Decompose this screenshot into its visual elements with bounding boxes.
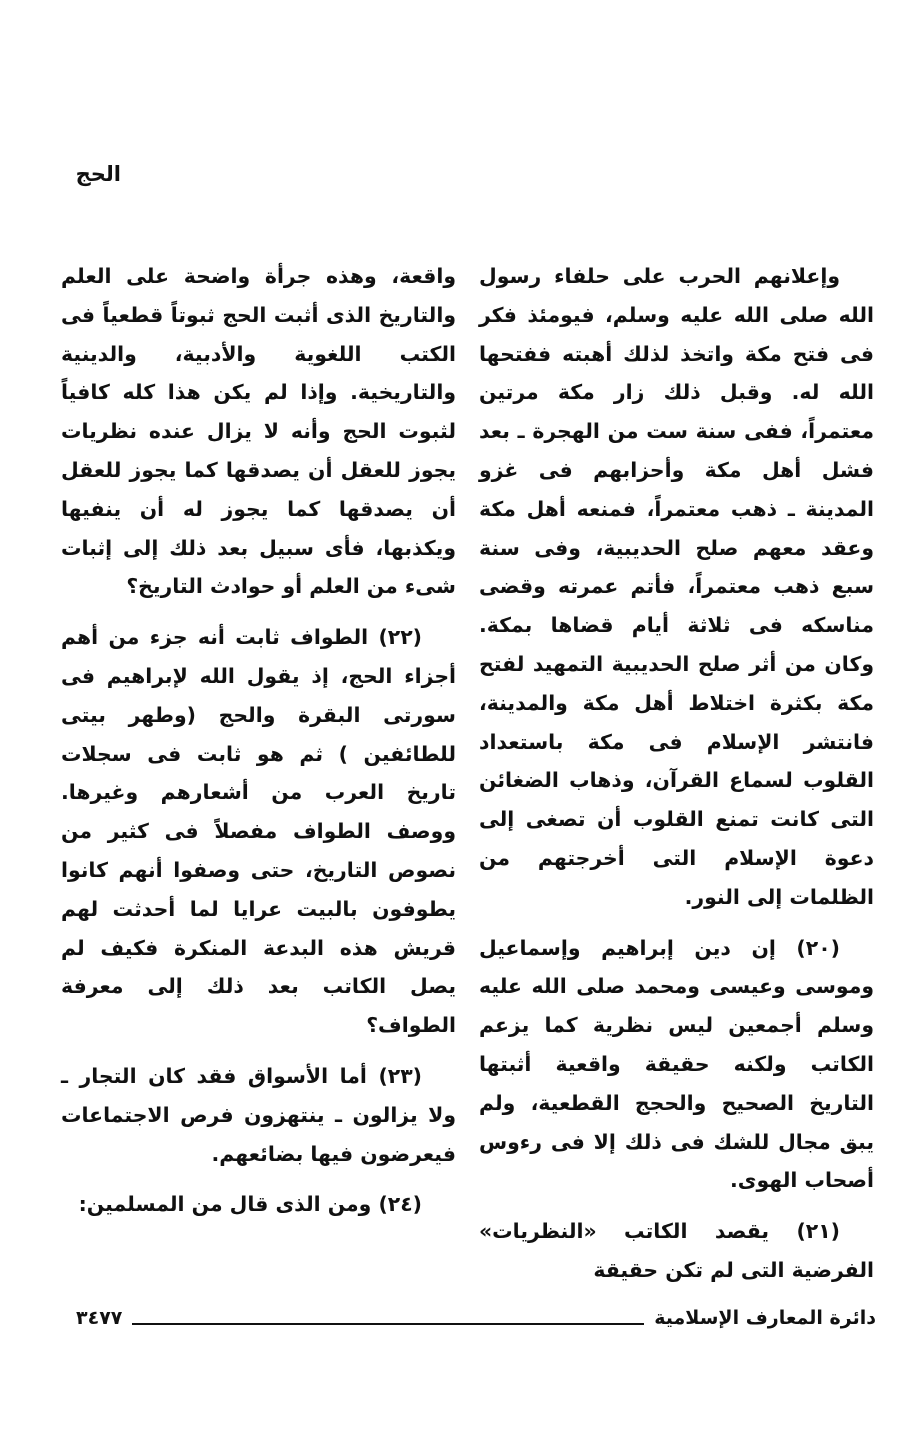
paragraph: (٢٠) إن دين إبراهيم وإسماعيل وموسى وعيسى ومحمد صلى الله عليه وسلم أجمعين ليس نظرية كما يزعم الكاتب ولكنه حقيقة واقعية أثبتها التاريخ الصحيح والحجج القطعية، ولم يبق مجال للشك فى ذلك إلا فى رءوس أصحاب الهوى. xyxy=(479,935,874,1193)
running-head: الحج xyxy=(75,162,121,186)
paragraph: (٢٣) أما الأسواق فقد كان التجار ـ ولا يزالون ـ ينتهزون فرص الاجتماعات فيعرضون فيها بضائعهم. xyxy=(61,1063,456,1166)
left-text-column xyxy=(61,257,456,1224)
paragraph: (٢٤) ومن الذى قال من المسلمين: xyxy=(78,1192,422,1217)
page-footer xyxy=(76,1304,876,1332)
footer-rule xyxy=(132,1323,644,1325)
paragraph: (٢١) يقصد الكاتب «النظريات» الفرضية التى لم تكن حقيقة xyxy=(479,1219,874,1282)
paragraph: (٢٢) الطواف ثابت أنه جزء من أهم أجزاء الحج، إذ يقول الله لإبراهيم فى سورتى البقرة والحج (وطهر بيتى للطائفين ) ثم هو ثابت فى سجلات تاريخ العرب من أشعارهم وغيرها. ووصف الطواف مفصلاً فى كثير من نصوص التاريخ، حتى وصفوا أنهم كانوا يطوفون بالبيت عرايا لما أحدثت لهم قريش هذه البدعة المنكرة فكيف لم يصل الكاتب بعد ذلك إلى معرفة الطواف؟ xyxy=(61,625,456,1038)
paragraph: وإعلانهم الحرب على حلفاء رسول الله صلى الله عليه وسلم، فيومئذ فكر فى فتح مكة واتخذ لذلك أهبته ففتحها الله له. وقبل ذلك زار مكة مرتين معتمراً، ففى سنة ست من الهجرة ـ بعد فشل أهل مكة وأحزابهم فى غزو المدينة ـ ذهب معتمراً، فمنعه أهل مكة وعقد معهم صلح الحديبية، وفى سنة سبع ذهب معتمراً، فأتم عمرته وقضى مناسكه فى ثلاثة أيام قضاها بمكة. وكان من أثر صلح الحديبية التمهيد لفتح مكة بكثرة اختلاط أهل مكة والمدينة، فانتشر الإسلام فى مكة باستعداد القلوب لسماع القرآن، وذهاب الضغائن التى كانت تمنع القلوب أن تصغى إلى دعوة الإسلام التى أخرجتهم من الظلمات إلى النور. xyxy=(479,264,874,909)
publication-title: دائرة المعارف الإسلامية xyxy=(654,1307,876,1329)
paragraph: واقعة، وهذه جرأة واضحة على العلم والتاريخ الذى أثبت الحج ثبوتاً قطعياً فى الكتب اللغوية والأدبية، والدينية والتاريخية. وإذا لم يكن هذا كله كافياً لثبوت الحج وأنه لا يزال عنده نظريات يجوز للعقل أن يصدقها كما يجوز للعقل أن يصدقها كما يجوز له أن ينفيها ويكذبها، فأى سبيل بعد ذلك إلى إثبات شىء من العلم أو حوادث التاريخ؟ xyxy=(61,264,456,599)
right-text-column xyxy=(479,257,874,1290)
page-number: ٣٤٧٧ xyxy=(76,1307,123,1329)
